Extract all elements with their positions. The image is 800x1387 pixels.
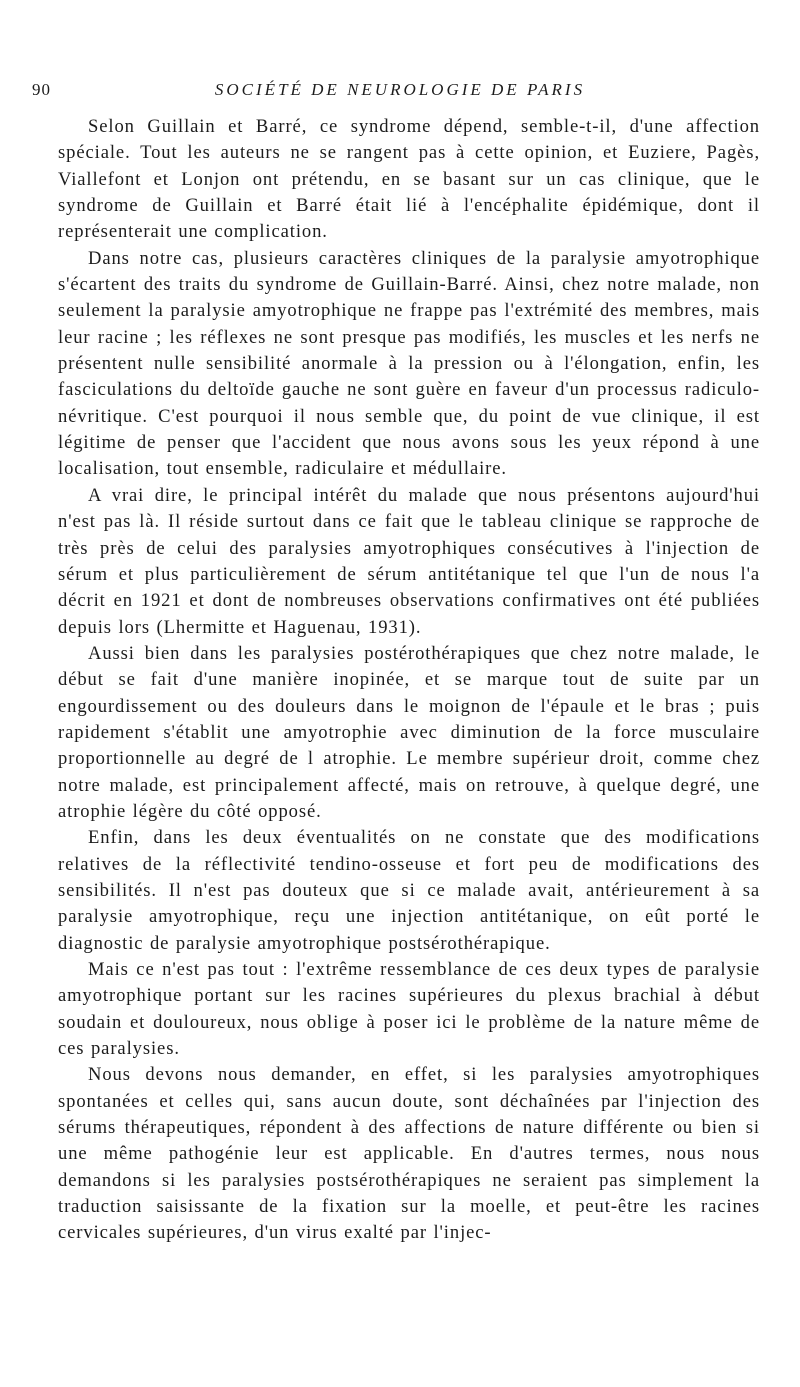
paragraph: Mais ce n'est pas tout : l'extrême ressemblance de ces deux types de paralysie amyotrophique portant sur les racines supérieures du plexus brachial à début soudain et douloureux, nous oblige à poser ici le problème de la nature même de ces paralysies. (58, 959, 760, 1060)
page-header (32, 80, 768, 102)
running-title: SOCIÉTÉ DE NEUROLOGIE DE PARIS (214, 80, 586, 99)
paragraph: Enfin, dans les deux éventualités on ne constate que des modifications relatives de la réflectivité tendino-osseuse et fort peu de modifications des sensibilités. Il n'est pas douteux que si ce malade avait, antérieurement à sa paralysie amyotrophique, reçu une injection antitétanique, on eût porté le diagnostic de paralysie amyotrophique postsérothérapique. (58, 827, 760, 954)
paragraph: Nous devons nous demander, en effet, si les paralysies amyotrophiques spontanées et celles qui, sans aucun doute, sont déchaînées par l'injection des sérums thérapeutiques, répondent à des affections de nature différente ou bien si une même pathogénie leur est applicable. En d'autres termes, nous nous demandons si les paralysies postsérothérapiques ne seraient pas simplement la traduction saisissante de la fixation sur la moelle, et peut-être les racines cervicales supérieures, d'un virus exalté par l'injec- (58, 1064, 760, 1244)
paragraph: Aussi bien dans les paralysies postérothérapiques que chez notre malade, le début se fait d'une manière inopinée, et se marque tout de suite par un engourdissement ou des douleurs dans le moignon de l'épaule et le bras ; puis rapidement s'établit une amyotrophie avec diminution de la force musculaire proportionnelle au degré de l atrophie. Le membre supérieur droit, comme chez notre malade, est principalement affecté, mais on retrouve, à quelque degré, une atrophie légère du côté opposé. (58, 642, 760, 822)
paragraph: Dans notre cas, plusieurs caractères cliniques de la paralysie amyotrophique s'écartent des traits du syndrome de Guillain-Barré. Ainsi, chez notre malade, non seulement la paralysie amyotrophique ne frappe pas l'extrémité des membres, mais leur racine ; les réflexes ne sont presque pas modifiés, les muscles et les nerfs ne présentent nulle sensibilité anormale à la pression ou à l'élongation, enfin, les fasciculations du deltoïde gauche ne sont guère en faveur d'un processus radiculo-névritique. C'est pourquoi il nous semble que, du point de vue clinique, il est légitime de penser que l'accident que nous avons sous les yeux répond à une localisation, tout ensemble, radiculaire et médullaire. (58, 247, 760, 480)
paragraph: A vrai dire, le principal intérêt du malade que nous présentons aujourd'hui n'est pas là. Il réside surtout dans ce fait que le tableau clinique se rapproche de très près de celui des paralysies amyotrophiques consécutives à l'injection de sérum et plus particulièrement de sérum antitétanique tel que l'un de nous l'a décrit en 1921 et dont de nombreuses observations confirmatives ont été publiées depuis lors (Lhermitte et Haguenau, 1931). (58, 484, 760, 638)
paragraph: Selon Guillain et Barré, ce syndrome dépend, semble-t-il, d'une affection spéciale. Tout les auteurs ne se rangent pas à cette opinion, et Euziere, Pagès, Viallefont et Lonjon ont prétendu, en se basant sur un cas clinique, que le syndrome de Guillain et Barré était lié à l'encéphalite épidémique, dont il représenterait une complication. (58, 116, 760, 243)
page-number: 90 (32, 80, 51, 99)
article-body (58, 114, 760, 1247)
